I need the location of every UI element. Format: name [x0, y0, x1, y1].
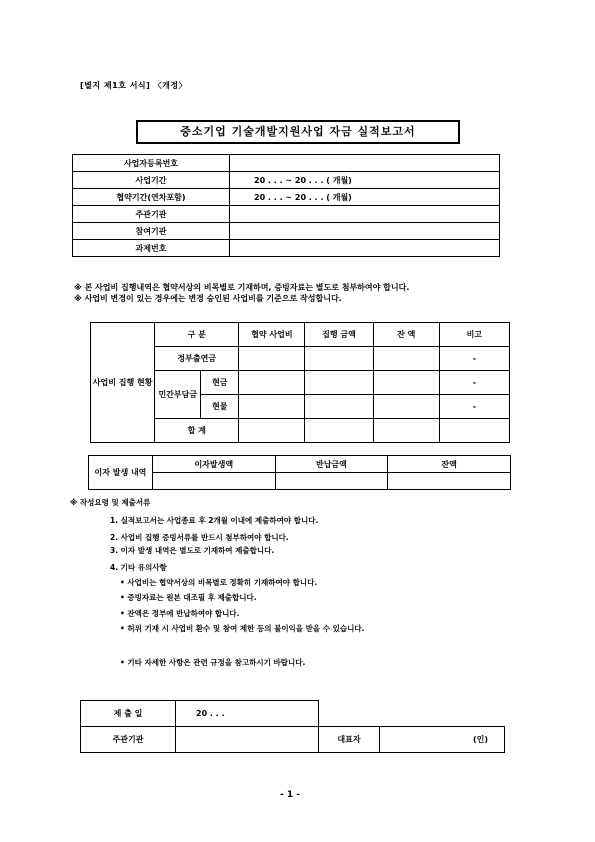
info-label: 주관기관 [73, 206, 230, 223]
rep-label: 대표자 [319, 727, 380, 753]
remark-cell: - [439, 395, 509, 419]
column-header: 구 분 [155, 323, 239, 347]
expense-table [90, 322, 510, 443]
instruction-bullet: • 사업비는 협약서상의 비목별로 정확히 기재하여야 합니다. [120, 578, 318, 587]
info-label: 사업기간 [73, 172, 230, 189]
info-label: 사업자등록번호 [73, 155, 230, 172]
column-header: 잔액 [388, 456, 511, 473]
row-label: 정부출연금 [155, 347, 239, 371]
table-row [89, 473, 511, 490]
row-label: 현금 [201, 371, 239, 395]
seal-label[interactable]: (인) [380, 727, 505, 753]
info-row [73, 223, 500, 240]
row-label: 합 계 [155, 419, 239, 443]
info-value[interactable] [230, 223, 500, 240]
table-header-row [91, 323, 510, 347]
instruction-bullet: • 허위 기재 시 사업비 환수 및 참여 제한 등의 불이익을 받을 수 있습니다. [120, 624, 365, 633]
signature-table [80, 700, 505, 753]
info-row [73, 155, 500, 172]
info-value[interactable] [230, 240, 500, 257]
note-line: ※ 본 사업비 집행내역은 협약서상의 비목별로 기재하며, 증빙자료는 별도로 첨부하여야 합니다. [74, 283, 410, 292]
info-value[interactable]: 20 . . . ~ 20 . . . ( 개월) [230, 189, 500, 206]
table-cell[interactable] [305, 371, 373, 395]
column-header: 반납금액 [275, 456, 388, 473]
table-cell[interactable] [239, 395, 305, 419]
table-header-row [89, 456, 511, 473]
column-header: 잔 액 [373, 323, 439, 347]
org-label: 주관기관 [81, 727, 176, 753]
table-cell[interactable] [373, 347, 439, 371]
info-label: 과제번호 [73, 240, 230, 257]
document-title: 중소기업 기술개발지원사업 자금 실적보고서 [136, 120, 460, 144]
table-cell[interactable] [239, 419, 305, 443]
table-cell[interactable] [239, 371, 305, 395]
table-cell[interactable] [152, 473, 275, 490]
table-cell[interactable] [373, 371, 439, 395]
table-cell[interactable] [373, 395, 439, 419]
info-label: 협약기간(연차포함) [73, 189, 230, 206]
instruction-item: 1. 실적보고서는 사업종료 후 2개월 이내에 제출하여야 합니다. [110, 516, 319, 525]
table-cell[interactable] [275, 473, 388, 490]
info-label: 참여기관 [73, 223, 230, 240]
instruction-item: 2. 사업비 집행 증빙서류를 반드시 첨부하여야 합니다. [110, 533, 289, 542]
table-cell[interactable] [388, 473, 511, 490]
form-label: [별지 제1호 서식] 〈개정〉 [80, 81, 188, 90]
side-header: 사업비 집행 현황 [91, 323, 155, 443]
row-group-label: 민간부담금 [155, 371, 201, 419]
instruction-item: 4. 기타 유의사항 [110, 563, 167, 572]
date-value[interactable]: 20 . . . [176, 701, 319, 727]
column-header: 집행 금액 [305, 323, 373, 347]
table-cell[interactable] [239, 347, 305, 371]
instruction-bullet: • 증빙자료는 원본 대조필 후 제출합니다. [120, 593, 257, 602]
page-number: - 1 - [280, 790, 300, 800]
table-cell[interactable] [305, 395, 373, 419]
info-value[interactable] [230, 206, 500, 223]
side-header: 이자 발생 내역 [89, 456, 153, 490]
instruction-item: 3. 이자 발생 내역은 별도로 기재하여 제출합니다. [110, 546, 275, 555]
info-value[interactable]: 20 . . . ~ 20 . . . ( 개월) [230, 172, 500, 189]
org-value[interactable] [176, 727, 319, 753]
info-table [72, 154, 500, 257]
remark-cell: - [439, 347, 509, 371]
info-row [73, 206, 500, 223]
instruction-bullet: • 기타 자세한 사항은 관련 규정을 참고하시기 바랍니다. [120, 658, 306, 667]
row-label: 현물 [201, 395, 239, 419]
info-row [73, 172, 500, 189]
note-line: ※ 사업비 변경이 있는 경우에는 변경 승인된 사업비를 기준으로 작성합니다. [74, 294, 342, 303]
info-row [73, 189, 500, 206]
signature-row [81, 727, 505, 753]
instructions-heading: ※ 작성요령 및 제출서류 [70, 498, 151, 507]
column-header: 비고 [439, 323, 509, 347]
table-cell[interactable] [305, 347, 373, 371]
table-cell[interactable] [305, 419, 373, 443]
date-label: 제 출 일 [81, 701, 176, 727]
instruction-notes [74, 282, 409, 304]
column-header: 이자발생액 [152, 456, 275, 473]
interest-table [88, 455, 511, 490]
table-cell[interactable] [373, 419, 439, 443]
remark-cell [439, 419, 509, 443]
remark-cell: - [439, 371, 509, 395]
instruction-bullet: • 잔액은 정부에 반납하여야 합니다. [120, 609, 240, 618]
column-header: 협약 사업비 [239, 323, 305, 347]
signature-row [81, 701, 505, 727]
info-value[interactable] [230, 155, 500, 172]
info-row [73, 240, 500, 257]
